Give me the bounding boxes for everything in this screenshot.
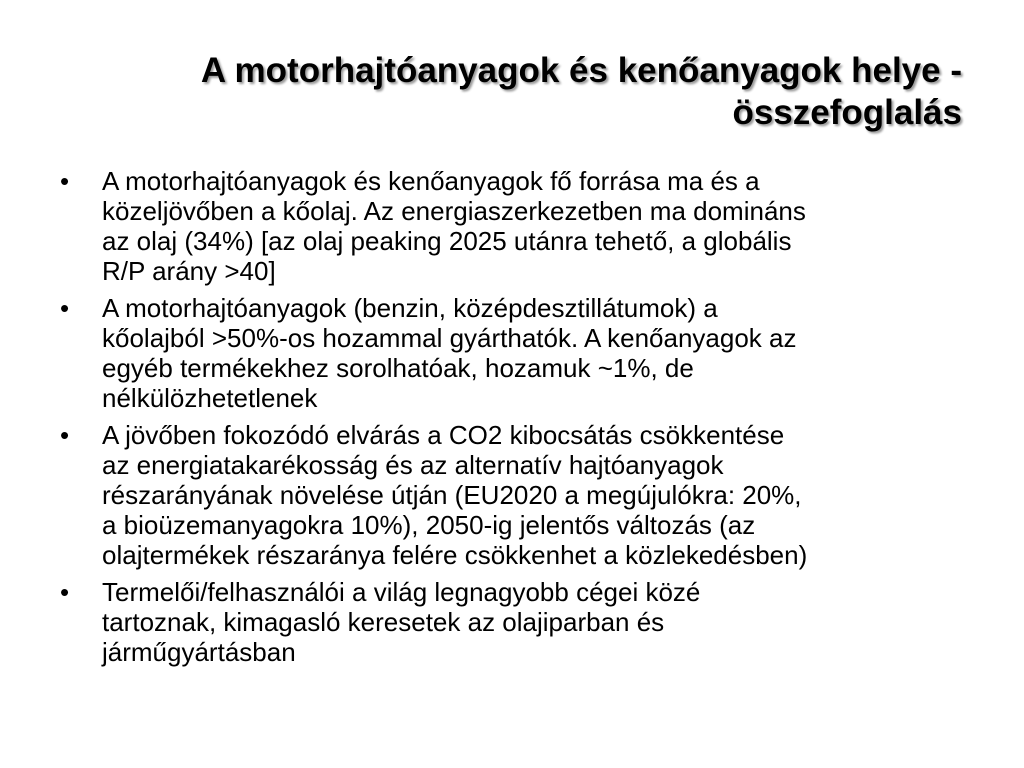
bullet-item — [56, 420, 976, 570]
slide-title-line: összefoglalás — [732, 93, 962, 132]
bullet-item — [56, 577, 976, 667]
bullet-text-line: részarányának növelése útján (EU2020 a megújulókra: 20%, — [102, 480, 802, 510]
bullet-text-line: kőolajból >50%-os hozammal gyárthatók. A kenőanyagok az — [102, 323, 797, 353]
bullet-icon: • — [60, 293, 70, 323]
bullet-icon: • — [60, 420, 70, 450]
bullet-text-line: járműgyártásban — [102, 637, 296, 667]
bullet-text-line: olajtermékek részaránya felére csökkenhet a közlekedésben) — [102, 540, 808, 570]
bullet-text-line: Termelői/felhasználói a világ legnagyobb cégei közé — [102, 577, 701, 607]
bullet-list — [56, 166, 976, 674]
bullet-text-line: A motorhajtóanyagok és kenőanyagok fő forrása ma és a — [102, 166, 760, 196]
bullet-text-line: R/P arány >40] — [102, 256, 276, 286]
bullet-text-line: az olaj (34%) [az olaj peaking 2025 utánra tehető, a globális — [102, 226, 792, 256]
bullet-text-line: A motorhajtóanyagok (benzin, középdesztillátumok) a — [102, 293, 718, 323]
bullet-text-line: a bioüzemanyagokra 10%), 2050-ig jelentős változás (az — [102, 510, 756, 540]
bullet-icon: • — [60, 577, 70, 607]
bullet-item — [56, 166, 976, 286]
bullet-text-line: az energiatakarékosság és az alternatív hajtóanyagok — [102, 450, 724, 480]
slide-title — [90, 50, 962, 134]
bullet-text-line: közeljövőben a kőolaj. Az energiaszerkezetben ma domináns — [102, 196, 806, 226]
slide-title-line: A motorhajtóanyagok és kenőanyagok helye - — [200, 51, 962, 90]
bullet-text-line: egyéb termékekhez sorolhatóak, hozamuk ~1%, de — [102, 353, 694, 383]
bullet-icon: • — [60, 166, 70, 196]
bullet-text-line: nélkülözhetetlenek — [102, 383, 318, 413]
bullet-item — [56, 293, 976, 413]
bullet-text-line: tartoznak, kimagasló keresetek az olajiparban és — [102, 607, 665, 637]
bullet-text-line: A jövőben fokozódó elvárás a CO2 kibocsátás csökkentése — [102, 420, 785, 450]
